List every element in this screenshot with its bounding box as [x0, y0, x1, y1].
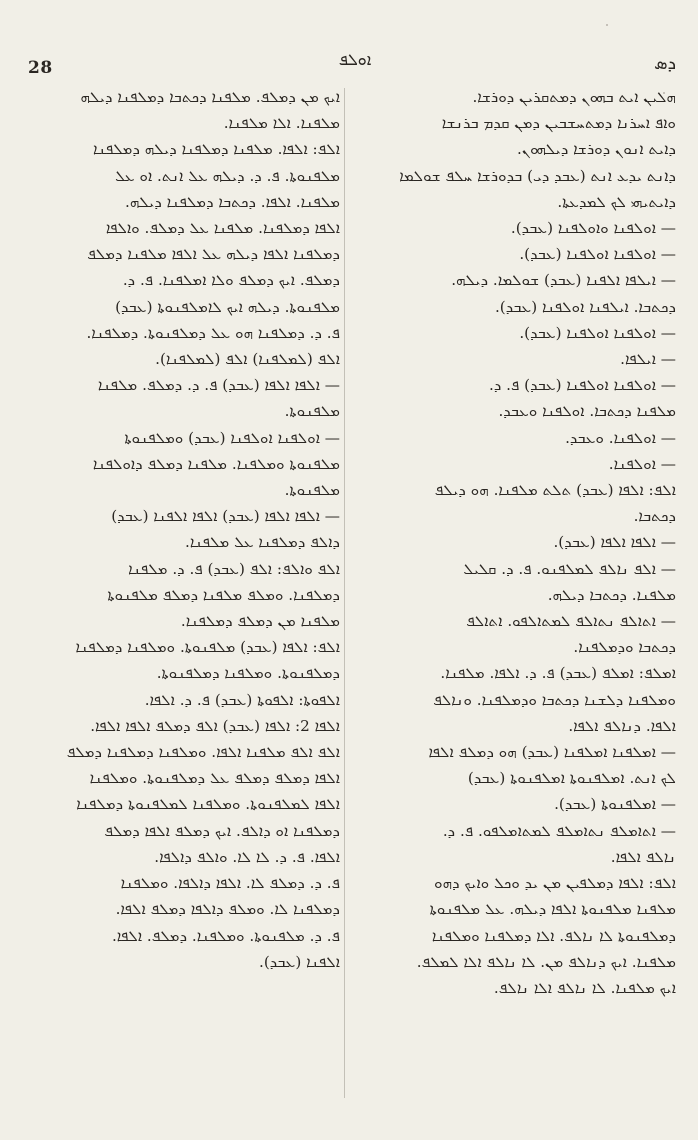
text-line: ܐܠܦ: ܐܠܦܐ (ܥܒܕ) ܬܠܬ ܡܠܦܢܐ. ܗܘ ܕܝܠܦ	[434, 481, 676, 500]
running-head: ܐܘܠܦ	[338, 50, 372, 69]
text-line: ܕܟܬܒܐ ܘܕܡܠܦܢܐ.	[573, 638, 676, 657]
scan-speck	[663, 92, 665, 94]
text-line: ܦ. ܕ. ܕܡܠܦ ܠܐ. ܐܠܦܐ ܕܐܠܦܐ. ܘܡܠܦܢܐ	[120, 874, 340, 893]
text-line: ܐܡܠܦ: ܐܡܠܦ (ܥܒܕ) ܦ. ܕ. ܐܠܦܐ. ܡܠܦܢܐ.	[440, 664, 676, 683]
text-line: ܕܡܠܦܢܘܬܐ. ܘܡܠܦܢܐ ܕܡܠܦܢܘܬܐ.	[156, 664, 340, 683]
scan-speck	[606, 24, 608, 26]
text-line: ܡܠܦܢܘܬܐ.	[284, 481, 340, 500]
text-line: ܡܠܦܢܘܬܐ ܘܡܠܦܢܐ. ܡܠܦܢܐ ܕܡܠܦ ܕܐܘܠܦܢܐ	[92, 454, 340, 473]
text-line: ܡܠܦܢܘܬܐ. ܕܝܠܗ ܐܝܟ ܠܐܡܠܦܢܘܬܐ (ܥܒܕ)	[115, 297, 340, 316]
text-line: — ܐܠܦܐ ܐܠܦܐ (ܥܒܕ).	[553, 533, 676, 552]
text-line: ܐܠܦܐ 2: ܐܠܦܐ (ܥܒܕ) ܐܠܦ ܕܡܠܦ ܐܠܦܐ ܐܠܦܐ.	[90, 716, 340, 735]
text-line: ܡܠܦܢܘܬܐ. ܦ. ܕ. ܕܝܠܗ ܥܠ ܐܢܬ. ܐܘ ܥܠ	[115, 166, 340, 185]
text-line: ܕܐܠܦ ܕܡܠܦܢܐ ܥܠ ܡܠܦܢܐ.	[185, 533, 340, 552]
text-line: — ܐܠܦ ܢܐܠܦ ܠܡܠܦܢܘ. ܦ. ܕ. ܩܠܝܠ	[463, 559, 676, 578]
text-line: — ܐܘܠܦܢܐ. ܘܥܒܕ.	[565, 428, 676, 447]
text-line: ܡܠܦܢܐ ܕܟܬܒܐ. ܐܘܠܦܢܐ ܘܥܒܕ.	[498, 402, 676, 421]
text-line: ܕܐܝܬܝܗܝ ܠܟ ܠܡܕܥܬܐ.	[557, 192, 676, 211]
text-line: ܕܡܠܦ. ܐܝܟ ܕܡܠܦ ܘܠܐ ܐܡܠܦܢܐ. ܦ. ܕ.	[122, 271, 340, 290]
text-line: ܐܠܦ: ܐܠܦܐ. ܡܠܦܢܐ ܕܡܠܦܢܐ ܕܝܠܗ ܕܡܠܦܢܐ	[93, 140, 340, 159]
text-line: ܡܠܦܢܐ. ܐܠܐ ܡܠܦܢܐ.	[223, 114, 340, 133]
text-line: ܡܠܦܢܐ. ܐܠܦܐ. ܕܟܬܒܐ ܕܡܠܦܢܐ ܕܝܠܗ.	[125, 192, 340, 211]
text-line: — ܐܘܠܦܢܐ ܘܐܘܠܦܢܐ (ܥܒܕ).	[510, 219, 676, 238]
text-line: — ܐܬܐܡܠܦ ܢܬܐܡܠܦ ܠܡܬܐܡܠܦܘ. ܦ. ܕ.	[442, 821, 676, 840]
text-line: ܠܟ ܐܢܬ. ܐܡܠܦܢܘܬܐ ܐܡܠܦܢܘܬܐ (ܥܒܕ)	[467, 769, 676, 788]
text-line: — ܐܝܠܦܐ ܐܠܦܢܐ (ܥܒܕ) ܫܘܠܡܐ. ܕܝܠܗ.	[451, 271, 676, 290]
text-line: — ܐܘܠܦܢܐ ܐܘܠܦܢܐ (ܥܒܕ).	[519, 323, 676, 342]
text-line: ܐܠܦܐ. ܦ. ܕ. ܠܐ ܠܐ. ܘܐܠܦ ܕܐܠܦܐ.	[154, 847, 340, 866]
text-line: ܕܡܠܦܢܐ ܠܐ. ܘܡܠܦ ܕܐܠܦܐ ܕܡܠܦ ܐܠܦܐ.	[115, 900, 340, 919]
text-line: ܡܠܦܢܐ ܡܠܦܢܘܬܐ ܐܠܦܐ ܕܝܠܗ. ܥܠ ܡܠܦܢܘܬܐ	[429, 900, 676, 919]
text-line: ܗܠܝܢ ܐܝܬ ܒܗܘܢ ܕܡܬܩܪܝܢ ܕܘܪܫܐ.	[472, 88, 676, 106]
text-line: ܐܠܦ ܐܠܦ ܡܠܦܢܐ ܐܠܦܐ. ܘܡܠܦܢܐ ܕܡܠܦܢܐ ܕܡܠܦ	[66, 743, 340, 762]
text-line: — ܐܡܠܦܢܐ ܐܡܠܦܢܐ (ܥܒܕ) ܗܘ ܕܡܠܦ ܐܠܦܐ	[428, 743, 676, 762]
text-line: ܘܐܦ ܐܚܪܢܐ ܕܡܬܚܫܒܝܢ ܕܡܢ ܩܕܡ ܒܪܢܫܐ	[441, 114, 676, 133]
text-line: ܐܠܦܐ. ܕܢܐܠܦ ܐܠܦܐ.	[568, 716, 676, 735]
text-line: — ܐܘܠܦܢܐ ܐܘܠܦܢܐ (ܥܒܕ) ܘܡܠܦܢܘܬܐ	[124, 428, 340, 447]
text-line: ܐܠܦ: ܐܠܦܐ ܕܡܠܦܝܢ ܡܢ ܝܕ ܘܟܠ ܘܐܝܟ ܕܗܘ	[434, 874, 676, 893]
text-line: ܐܠܦܐ ܠܡܠܦܢܘܬܐ. ܘܡܠܦܢܐ ܠܡܠܦܢܘܬܐ ܕܡܠܦܢܐ	[76, 795, 340, 814]
text-line: ܕܐܝܬ ܐܢܘܢ ܕܘܪܫܐ ܕܝܠܗܘܢ.	[517, 140, 676, 159]
text-line: ܐܠܦ (ܠܡܠܦܢܐ) ܐܠܦ (ܠܡܠܦܢܐ).	[155, 350, 340, 369]
text-line: — ܐܘܠܦܢܐ.	[608, 454, 676, 473]
text-line: ܕܡܠܦܢܐ ܐܠܦܐ ܕܝܠܗ ܥܠ ܐܠܦܐ ܡܠܦܢܐ ܕܡܠܦ	[87, 245, 340, 264]
text-line: ܐܝܟ ܡܠܦܢܐ. ܠܐ ܢܐܠܦ ܐܠܐ ܢܐܠܦ.	[493, 978, 676, 997]
text-line: ܡܠܦܢܐ. ܐܝܟ ܕܢܐܠܦ ܡܢ. ܠܐ ܢܐܠܦ ܐܠܐ ܠܡܠܦ.	[416, 952, 676, 971]
text-line: ܢܐܠܦ ܐܠܦܐ.	[610, 847, 676, 866]
text-line: — ܐܬܐܠܦ ܢܬܐܠܦ ܠܡܬܐܠܦܘ. ܐܬܐܠܦ	[466, 612, 676, 631]
text-line: — ܐܘܠܦܢܐ ܐܘܠܦܢܐ (ܥܒܕ).	[519, 245, 676, 264]
text-line: — ܐܡܠܦܢܘܬܐ (ܥܒܕ).	[554, 795, 676, 814]
column-divider	[344, 88, 345, 1098]
text-line: ܕܡܠܦܢܐ. ܘܡܠܦ ܡܠܦܢܐ ܕܡܠܦ ܡܠܦܢܘܬܐ	[107, 585, 340, 604]
left-column	[26, 84, 340, 1114]
text-line: ܕܐܢܬ ܝܕܥ ܐܢܬ (ܥܒܕ ܕܝ) ܒܕܘܪܫܐ ܚܠܦ ܫܘܠܡܐ	[399, 166, 676, 185]
text-line: ܡܠܦܢܐ. ܕܟܬܒܐ ܕܝܠܗ.	[547, 585, 676, 604]
text-line: ܐܝܟ ܡܢ ܕܡܠܦ. ܡܠܦܢܐ ܕܟܬܒܐ ܕܡܠܦܢܐ ܕܝܠܗ	[80, 88, 340, 106]
text-line: — ܐܘܠܦܢܐ ܐܘܠܦܢܐ (ܥܒܕ) ܦ. ܕ.	[489, 376, 676, 395]
text-line: — ܐܠܦܐ ܐܠܦܐ (ܥܒܕ) ܐܠܦܐ ܐܠܦܢܐ (ܥܒܕ)	[111, 507, 340, 526]
text-line: — ܐܠܦܐ ܐܠܦܐ (ܥܒܕ) ܦ. ܕ. ܕܡܠܦ. ܡܠܦܢܐ	[97, 376, 340, 395]
right-column	[350, 84, 676, 1114]
text-line: ܘܡܠܦܢܐ ܕܠܫܢܐ ܕܟܬܒܐ ܘܕܡܠܦܢܐ. ܘܢܐܠܦ	[433, 690, 676, 709]
page-header	[0, 0, 698, 80]
text-line: ܐܠܦܘܬܐ: ܐܠܦܘܬܐ (ܥܒܕ) ܦ. ܕ. ܐܠܦܐ.	[144, 690, 340, 709]
text-line: ܐܠܦܢܐ (ܥܒܕ).	[259, 952, 340, 971]
text-line: ܕܡܠܦܢܘܬܐ ܠܐ ܢܐܠܦ. ܐܠܐ ܕܡܠܦܢܐ ܘܡܠܦܢܐ	[431, 926, 676, 945]
text-line: ܐܠܦ: ܐܠܦܐ (ܥܒܕ) ܡܠܦܢܘܬܐ. ܘܡܠܦܢܐ ܕܡܠܦܢܐ	[75, 638, 340, 657]
text-line: ܦ. ܕ. ܡܠܦܢܘܬܐ. ܘܡܠܦܢܐ. ܕܡܠܦ. ܐܠܦܐ.	[111, 926, 340, 945]
page-number: 28	[28, 58, 53, 78]
section-letter: ܕܣ	[654, 54, 676, 74]
text-line: ܦ. ܕ. ܕܡܠܦܢܐ ܗܘ ܥܠ ܕܡܠܦܢܘܬܐ. ܕܡܠܦܢܐ.	[86, 323, 340, 342]
text-line: ܡܠܦܢܐ ܡܢ ܕܡܠܦ ܕܡܠܦܢܐ.	[180, 612, 340, 631]
text-line: ܡܠܦܢܘܬܐ.	[284, 402, 340, 421]
text-line: ܐܠܦ ܘܐܠܦ: ܐܠܦ (ܥܒܕ) ܦ. ܕ. ܡܠܦܢܐ	[128, 559, 340, 578]
text-line: ܕܡܠܦܢܐ ܐܘ ܕܐܠܦ. ܐܝܟ ܕܡܠܦ ܐܠܦܐ ܕܡܠܦ	[104, 821, 340, 840]
text-line: ܐܠܦܐ ܕܡܠܦ ܕܡܠܦ ܥܠ ܕܡܠܦܢܘܬܐ. ܘܡܠܦܢܐ	[89, 769, 340, 788]
text-line: ܕܟܬܒܐ. ܐܝܠܦܢܐ ܐܘܠܦܢܐ (ܥܒܕ).	[494, 297, 676, 316]
text-line: ܕܟܬܒܐ.	[633, 507, 676, 526]
text-line: — ܐܝܠܦܐ.	[620, 350, 676, 369]
text-line: ܐܠܦܐ ܕܡܠܦܢܐ. ܡܠܦܢܐ ܥܠ ܕܡܠܦ. ܘܐܠܦܐ	[105, 219, 340, 238]
